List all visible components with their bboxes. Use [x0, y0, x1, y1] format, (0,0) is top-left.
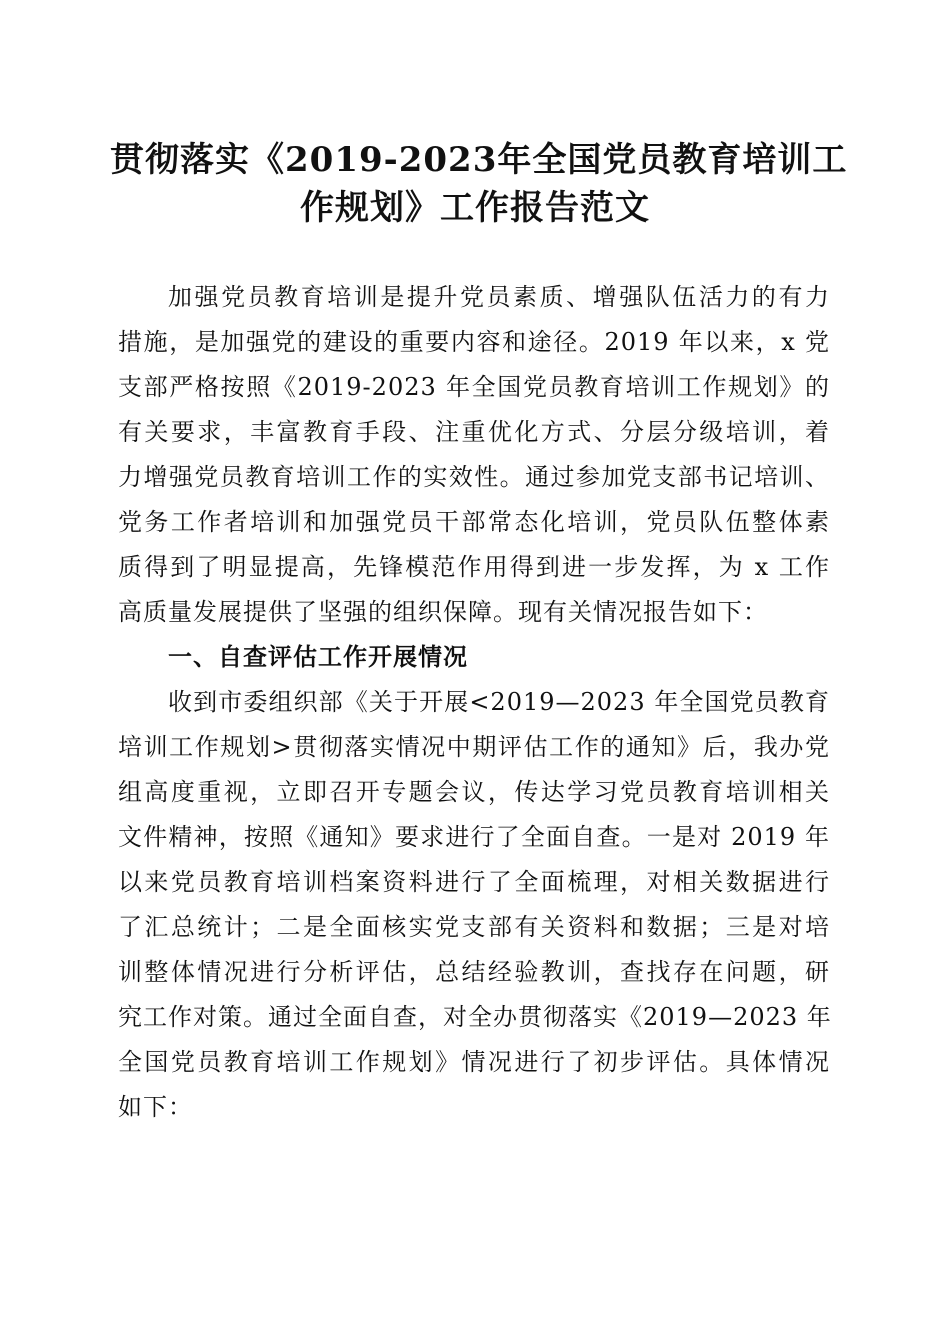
document-title [110, 136, 848, 232]
section-line: 究工作对策。通过全面自查，对全办贯彻落实《2019—2023 年 [118, 1003, 832, 1031]
title-line-2: 作规划》工作报告范文 [300, 188, 650, 228]
intro-line: 力增强党员教育培训工作的实效性。通过参加党支部书记培训、 [118, 463, 830, 491]
intro-line: 党务工作者培训和加强党员干部常态化培训，党员队伍整体素 [118, 508, 830, 536]
intro-line: 加强党员教育培训是提升党员素质、增强队伍活力的有力 [168, 283, 830, 311]
section-line: 组高度重视，立即召开专题会议，传达学习党员教育培训相关 [118, 778, 830, 806]
section-line: 以来党员教育培训档案资料进行了全面梳理，对相关数据进行 [118, 868, 830, 896]
section-line: 全国党员教育培训工作规划》情况进行了初步评估。具体情况 [118, 1048, 830, 1076]
intro-line: 有关要求，丰富教育手段、注重优化方式、分层分级培训，着 [118, 418, 830, 446]
section-line: 如下： [118, 1093, 193, 1121]
section-line: 训整体情况进行分析评估，总结经验教训，查找存在问题，研 [118, 958, 830, 986]
section-line: 了汇总统计；二是全面核实党支部有关资料和数据；三是对培 [118, 913, 830, 941]
section-line: 培训工作规划>贯彻落实情况中期评估工作的通知》后，我办党 [118, 733, 830, 761]
section-heading: 一、自查评估工作开展情况 [168, 643, 468, 671]
intro-line: 支部严格按照《2019-2023 年全国党员教育培训工作规划》的 [118, 373, 830, 401]
intro-line: 质得到了明显提高，先锋模范作用得到进一步发挥，为 x 工作 [118, 553, 830, 581]
intro-line: 高质量发展提供了坚强的组织保障。现有关情况报告如下： [118, 598, 768, 626]
intro-line: 措施，是加强党的建设的重要内容和途径。2019 年以来，x 党 [118, 328, 830, 356]
section-line: 收到市委组织部《关于开展<2019—2023 年全国党员教育 [168, 688, 830, 716]
title-line-1: 贯彻落实《2019-2023年全国党员教育培训工 [110, 140, 848, 180]
section-paragraph [118, 680, 830, 1130]
section-line: 文件精神，按照《通知》要求进行了全面自查。一是对 2019 年 [118, 823, 830, 851]
intro-paragraph [118, 275, 830, 635]
document-body [118, 275, 830, 1130]
